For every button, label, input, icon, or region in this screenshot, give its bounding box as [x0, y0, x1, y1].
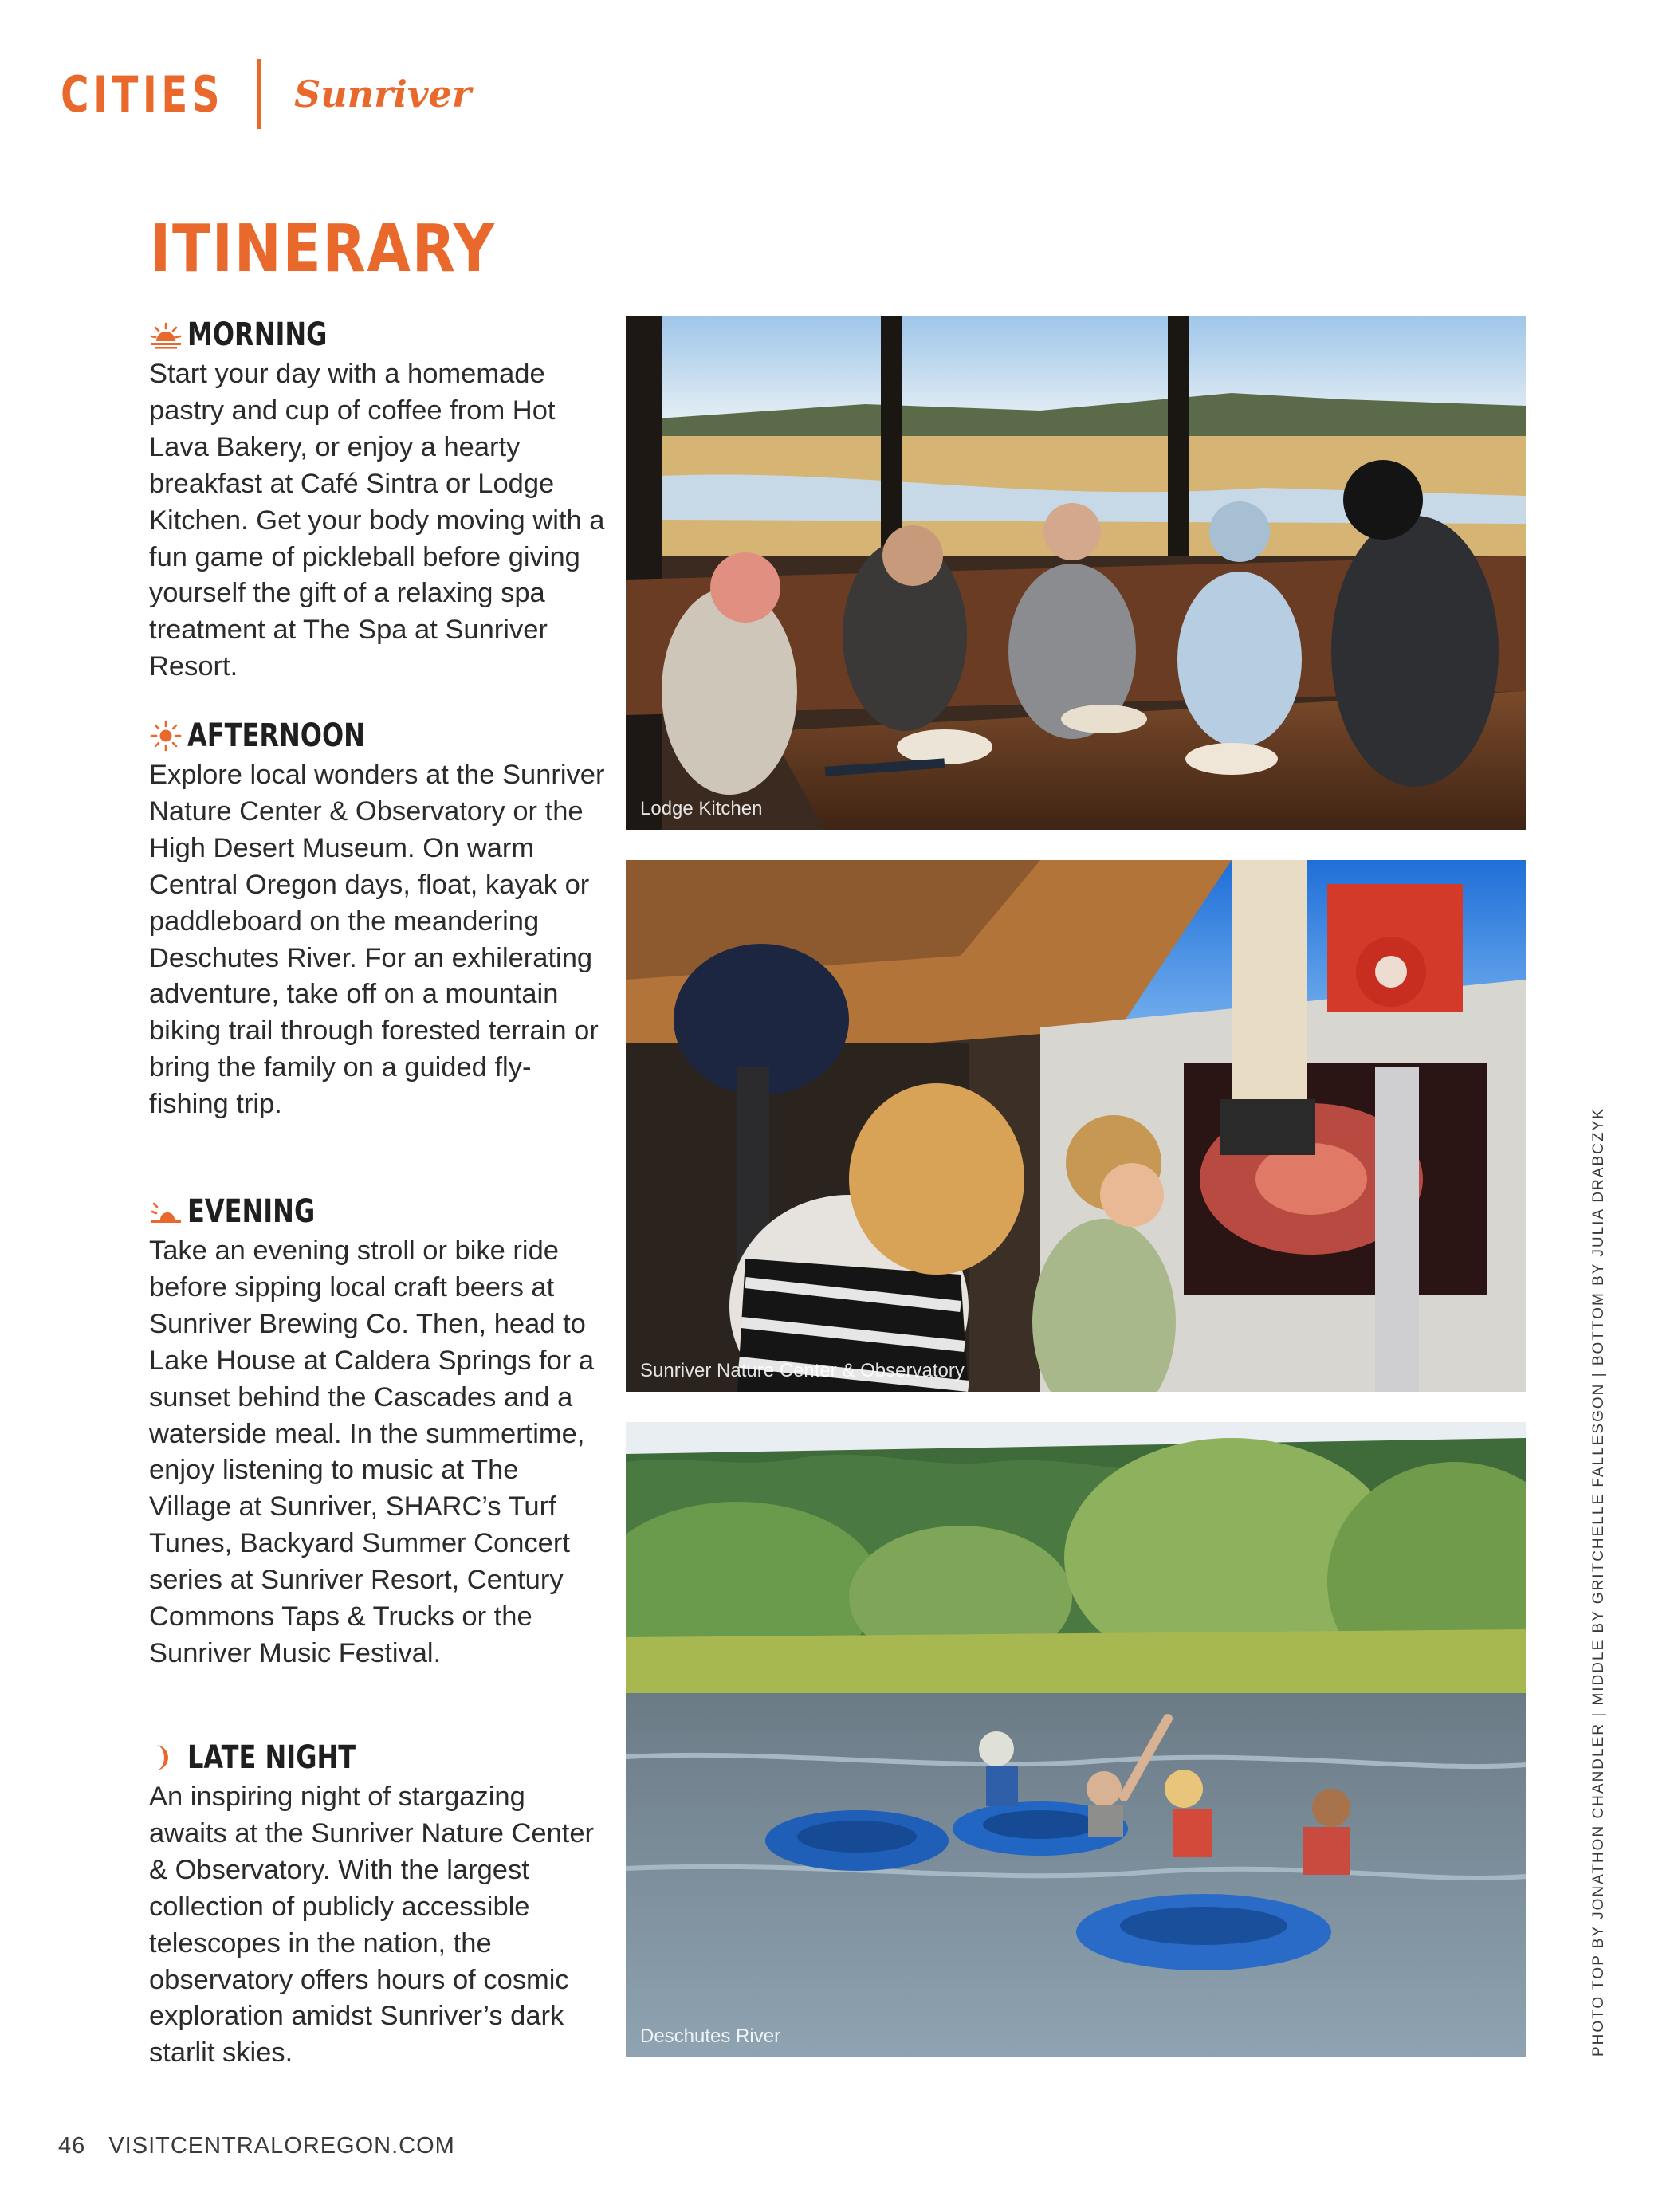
page-title: ITINERARY: [150, 211, 496, 287]
city-label: Sunriver: [294, 73, 472, 116]
section-afternoon: [149, 716, 607, 1123]
photo-lodge-kitchen-caption: Lodge Kitchen: [640, 798, 763, 819]
section-late-night-body: An inspiring night of stargazing awaits at the Sunriver Nature Center & Observatory. With the largest collection of publicly accessible telescopes in the nation, the observatory offers hours of cosmic exploration amidst Sunriver’s dark starlit skies.: [149, 1782, 595, 2069]
header-divider: [257, 59, 261, 129]
section-afternoon-header: [149, 716, 607, 756]
section-evening-body: Take an evening stroll or bike ride before sipping local craft beers at Sunriver Brewing Co. Then, head to Lake House at Caldera Springs for a sunset behind the Cascades and a waterside meal. In the summertime, enjoy listening to music at The Village at Sunriver, SHARC’s Turf Tunes, Backyard Summer Concert series at Sunriver Resort, Century Commons Taps & Trucks or the Sunriver Music Festival.: [149, 1236, 595, 1668]
page-footer: [58, 2133, 455, 2159]
lodge-kitchen-image: [626, 316, 1526, 830]
sun-icon: [149, 720, 183, 752]
section-afternoon-body: Explore local wonders at the Sunriver Nature Center & Observatory or the High Desert Museum. On warm Central Oregon days, float, kayak or paddleboard on the meandering Deschutes River. For an exhilerating adventure, take off on a mountain biking trail through forested terrain or bring the family on a guided fly-fishing trip.: [149, 760, 605, 1120]
section-late-night-header: [149, 1738, 607, 1778]
section-evening-header: [149, 1192, 607, 1232]
section-late-night: [149, 1738, 607, 2072]
section-morning-header: [149, 315, 607, 355]
photo-lodge-kitchen: [626, 316, 1526, 830]
photo-credit: PHOTO TOP BY JONATHON CHANDLER | MIDDLE BY GRITCHELLE FALLESGON | BOTTOM BY JULIA DRABCZYK: [1590, 1107, 1607, 2057]
section-evening-title: EVENING: [187, 1193, 316, 1230]
photo-deschutes-river: [626, 1422, 1526, 2057]
moon-icon: [149, 1742, 183, 1774]
section-afternoon-title: AFTERNOON: [187, 717, 365, 754]
section-late-night-title: LATE NIGHT: [187, 1739, 356, 1776]
section-evening: [149, 1192, 607, 1672]
observatory-image: [626, 860, 1526, 1392]
page-header: [61, 57, 471, 131]
photo-deschutes-river-caption: Deschutes River: [640, 2025, 781, 2047]
photo-observatory-caption: Sunriver Nature Center & Observatory: [640, 1360, 965, 1381]
deschutes-river-image: [626, 1422, 1526, 2057]
site-url[interactable]: VISITCENTRALOREGON.COM: [108, 2133, 455, 2159]
section-morning-body: Start your day with a homemade pastry and cup of coffee from Hot Lava Bakery, or enjoy a hearty breakfast at Café Sintra or Lodge Kitchen. Get your body moving with a fun game of pickleball before giving yourself the gift of a relaxing spa treatment at The Spa at Sunriver Resort.: [149, 359, 605, 682]
section-morning-title: MORNING: [187, 316, 328, 353]
sunrise-icon: [149, 319, 183, 351]
section-label: CITIES: [61, 65, 225, 124]
section-morning: [149, 315, 607, 686]
sunset-icon: [149, 1196, 183, 1228]
page-number: 46: [58, 2133, 86, 2159]
photo-nature-center-observatory: [626, 860, 1526, 1392]
